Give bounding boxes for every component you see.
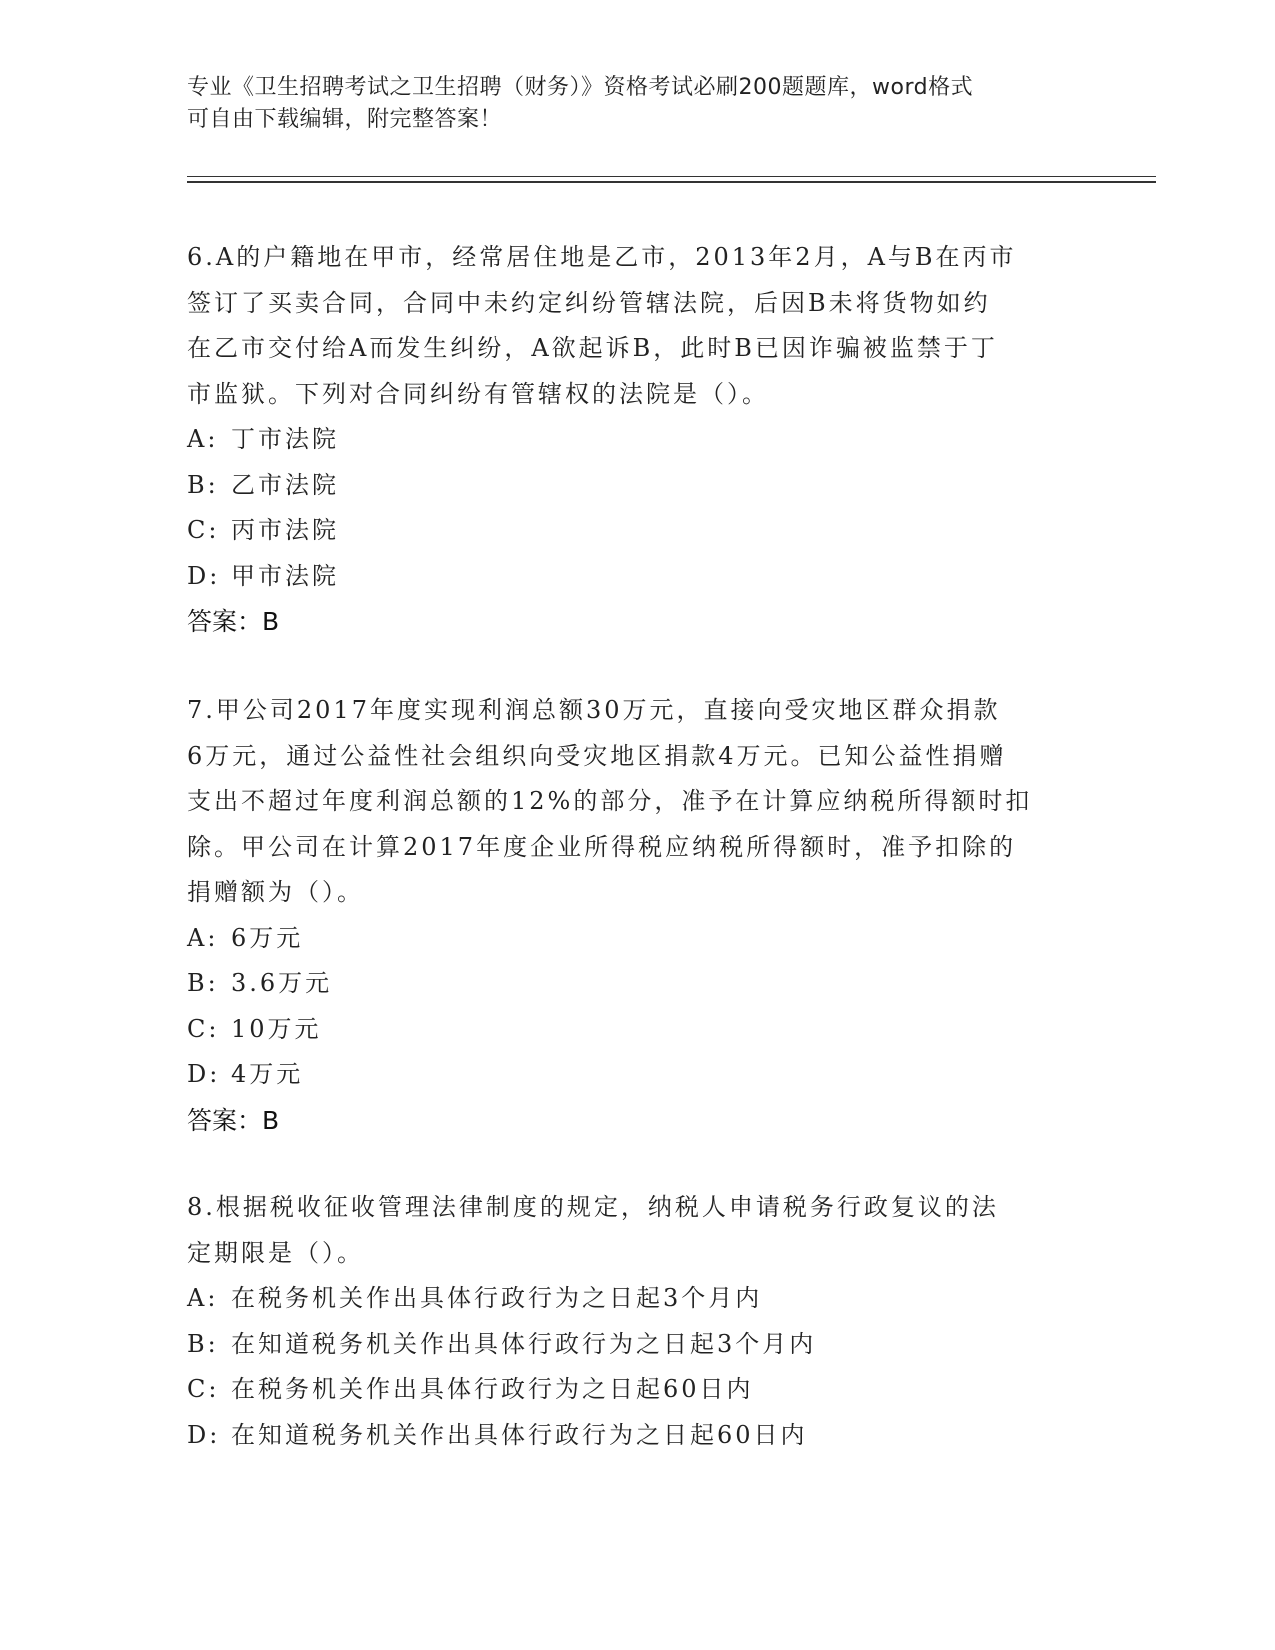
question-stem-line: 支出不超过年度利润总额的12%的部分，准予在计算应纳税所得额时扣 bbox=[187, 787, 1033, 815]
option-letter: B: bbox=[187, 1329, 219, 1358]
option-b bbox=[187, 1322, 1087, 1368]
option-text: 在知道税务机关作出具体行政行为之日起3个月内 bbox=[231, 1329, 817, 1358]
question-stem-line: 签订了买卖合同，合同中未约定纠纷管辖法院，后因B未将货物如约 bbox=[187, 288, 991, 317]
header-divider-thin bbox=[187, 176, 1156, 177]
option-text: 乙市法院 bbox=[231, 470, 339, 499]
option-c bbox=[187, 1367, 1087, 1413]
option-letter: B: bbox=[187, 969, 219, 997]
question-stem-line: 6.A的户籍地在甲市，经常居住地是乙市，2013年2月，A与B在丙市 bbox=[187, 243, 1017, 271]
option-d bbox=[187, 554, 1087, 600]
option-letter: A: bbox=[187, 425, 219, 453]
option-letter: D: bbox=[187, 1060, 221, 1088]
question-7 bbox=[187, 688, 1087, 1143]
option-text: 在税务机关作出具体行政行为之日起3个月内 bbox=[231, 1284, 763, 1312]
option-d bbox=[187, 1052, 1087, 1098]
question-stem-line: 8.根据税收征收管理法律制度的规定，纳税人申请税务行政复议的法 bbox=[187, 1193, 999, 1221]
header-line-1: 专业《卫生招聘考试之卫生招聘（财务）》资格考试必刷200题题库，word格式 bbox=[187, 75, 974, 100]
option-a bbox=[187, 417, 1087, 463]
option-text: 6万元 bbox=[231, 923, 304, 952]
option-text: 3.6万元 bbox=[231, 969, 333, 997]
question-6 bbox=[187, 235, 1087, 645]
option-letter: C: bbox=[187, 1375, 220, 1403]
option-text: 甲市法院 bbox=[231, 561, 339, 590]
question-stem-line: 6万元，通过公益性社会组织向受灾地区捐款4万元。已知公益性捐赠 bbox=[187, 741, 1007, 770]
question-8 bbox=[187, 1185, 1087, 1458]
option-text: 在税务机关作出具体行政行为之日起60日内 bbox=[231, 1375, 754, 1403]
option-letter: D: bbox=[187, 561, 221, 590]
option-text: 4万元 bbox=[231, 1060, 304, 1088]
option-letter: C: bbox=[187, 1014, 220, 1043]
option-d bbox=[187, 1413, 1087, 1459]
option-text: 丁市法院 bbox=[231, 425, 339, 453]
question-stem-line: 7.甲公司2017年度实现利润总额30万元，直接向受灾地区群众捐款 bbox=[187, 696, 1001, 724]
question-stem-line: 在乙市交付给A而发生纠纷，A欲起诉B，此时B已因诈骗被监禁于丁 bbox=[187, 334, 998, 362]
option-a bbox=[187, 1276, 1087, 1322]
question-stem-line: 除。甲公司在计算2017年度企业所得税应纳税所得额时，准予扣除的 bbox=[187, 832, 1017, 861]
option-letter: A: bbox=[187, 1284, 219, 1312]
option-b bbox=[187, 463, 1087, 509]
header-divider-thick bbox=[187, 181, 1156, 183]
question-stem-line: 定期限是（）。 bbox=[187, 1238, 364, 1267]
option-text: 丙市法院 bbox=[231, 516, 339, 544]
option-letter: C: bbox=[187, 516, 220, 544]
option-text: 在知道税务机关作出具体行政行为之日起60日内 bbox=[231, 1420, 808, 1449]
option-b bbox=[187, 961, 1087, 1007]
option-c bbox=[187, 1007, 1087, 1053]
option-text: 10万元 bbox=[231, 1014, 322, 1043]
option-c bbox=[187, 508, 1087, 554]
answer-line: 答案：B bbox=[187, 1105, 280, 1135]
option-letter: D: bbox=[187, 1420, 221, 1449]
question-stem-line: 市监狱。下列对合同纠纷有管辖权的法院是（）。 bbox=[187, 379, 769, 408]
option-a bbox=[187, 916, 1087, 962]
option-letter: B: bbox=[187, 470, 219, 499]
option-letter: A: bbox=[187, 923, 219, 952]
question-stem-line: 捐赠额为（）。 bbox=[187, 878, 364, 906]
document-header bbox=[187, 72, 1087, 136]
header-line-2: 可自由下载编辑，附完整答案！ bbox=[187, 107, 503, 132]
answer-line: 答案：B bbox=[187, 607, 280, 636]
